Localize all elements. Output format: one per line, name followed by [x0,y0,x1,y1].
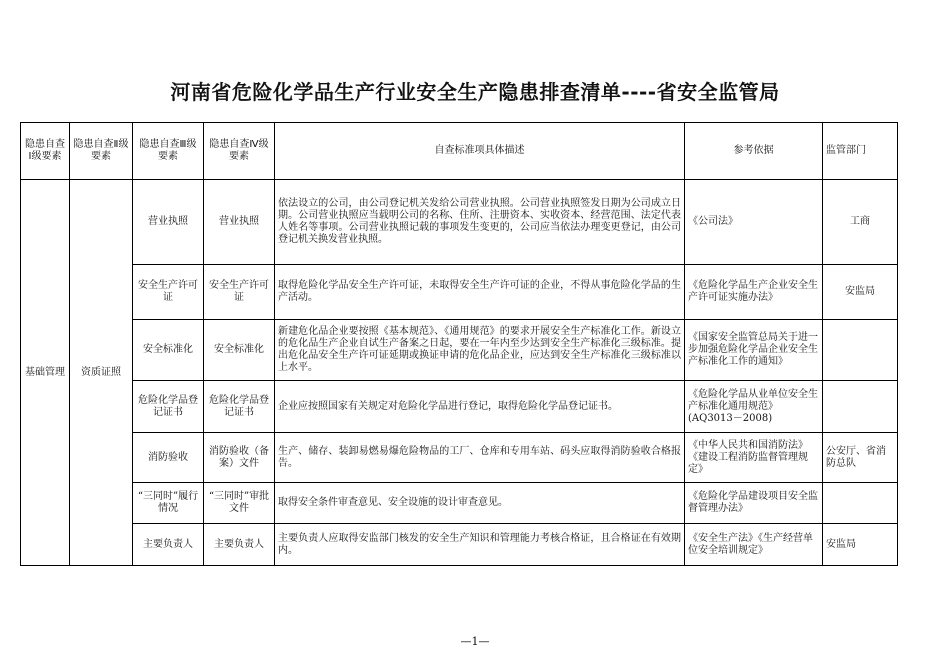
header-level2: 隐患自查Ⅱ级要素 [70,123,133,180]
table-row [21,433,898,483]
row-reference: 《危险化学品生产企业安全生产许可证实施办法》 [685,265,823,320]
row-level4: 安全生产许可证 [204,265,275,320]
row-level3: 危险化学品登记证书 [133,381,204,433]
row-reference: 《危险化学品建设项目安全监督管理办法》 [685,483,823,524]
row-level3: 安全生产许可证 [133,265,204,320]
header-level4: 隐患自查Ⅳ级要素 [204,123,275,180]
row-level4: 主要负责人 [204,524,275,566]
row-level3: 主要负责人 [133,524,204,566]
table-row [21,320,898,381]
row-department: 工商 [823,180,898,265]
header-level3: 隐患自查Ⅲ级要素 [133,123,204,180]
row-description: 主要负责人应取得安监部门核发的安全生产知识和管理能力考核合格证，且合格证在有效期内。 [275,524,685,566]
row-reference: 《安全生产法》《生产经营单位安全培训规定》 [685,524,823,566]
document-title: 河南省危险化学品生产行业安全生产隐患排查清单----省安全监管局 [170,80,780,104]
group-level2: 资质证照 [70,180,133,566]
header-level1: 隐患自查Ⅰ级要素 [21,123,70,180]
row-level3: 安全标准化 [133,320,204,381]
row-level3: 营业执照 [133,180,204,265]
row-level3: “三同时”履行情况 [133,483,204,524]
row-reference: 《危险化学品从业单位安全生产标准化通用规范》(AQ3013－2008) [685,381,823,433]
row-description: 企业应按照国家有关规定对危险化学品进行登记，取得危险化学品登记证书。 [275,381,685,433]
page-number: —1— [460,635,490,648]
table-row [21,483,898,524]
row-reference: 《中华人民共和国消防法》《建设工程消防监督管理规定》 [685,433,823,483]
header-row [21,123,898,180]
table-row [21,524,898,566]
table-row [21,265,898,320]
row-level3: 消防验收 [133,433,204,483]
row-level4: 消防验收（备案）文件 [204,433,275,483]
row-reference: 《国家安全监管总局关于进一步加强危险化学品企业安全生产标准化工作的通知》 [685,320,823,381]
row-department [823,483,898,524]
row-description: 取得危险化学品安全生产许可证，未取得安全生产许可证的企业，不得从事危险化学品的生产活动。 [275,265,685,320]
row-department: 安监局 [823,265,898,320]
row-description: 取得安全条件审查意见、安全设施的设计审查意见。 [275,483,685,524]
header-department: 监管部门 [823,123,898,180]
row-level4: 危险化学品登记证书 [204,381,275,433]
row-description: 生产、储存、装卸易燃易爆危险物品的工厂、仓库和专用车站、码头应取得消防验收合格报告。 [275,433,685,483]
row-level4: 营业执照 [204,180,275,265]
row-level4: “三同时”审批文件 [204,483,275,524]
row-description: 新建危化品企业要按照《基本规范》、《通用规范》的要求开展安全生产标准化工作。新设立的危化品生产企业自试生产备案之日起，要在一年内至少达到安全生产标准化三级标准。提出危化品安全生产许可证延期或换证申请的危化品企业，应达到安全生产标准化三级标准以上水平。 [275,320,685,381]
table-row [21,180,898,265]
row-department: 安监局 [823,524,898,566]
row-reference: 《公司法》 [685,180,823,265]
row-description: 依法设立的公司，由公司登记机关发给公司营业执照。公司营业执照签发日期为公司成立日期。公司营业执照应当载明公司的名称、住所、注册资本、实收资本、经营范围、法定代表人姓名等事项。公司营业执照记载的事项发生变更的，公司应当依法办理变更登记，由公司登记机关换发营业执照。 [275,180,685,265]
table-row [21,381,898,433]
group-level1: 基础管理 [21,180,70,566]
header-reference: 参考依据 [685,123,823,180]
hazard-checklist-table [20,122,898,566]
row-department [823,320,898,381]
header-description: 自查标准项具体描述 [275,123,685,180]
row-department [823,381,898,433]
row-department: 公安厅、省消防总队 [823,433,898,483]
row-level4: 安全标准化 [204,320,275,381]
